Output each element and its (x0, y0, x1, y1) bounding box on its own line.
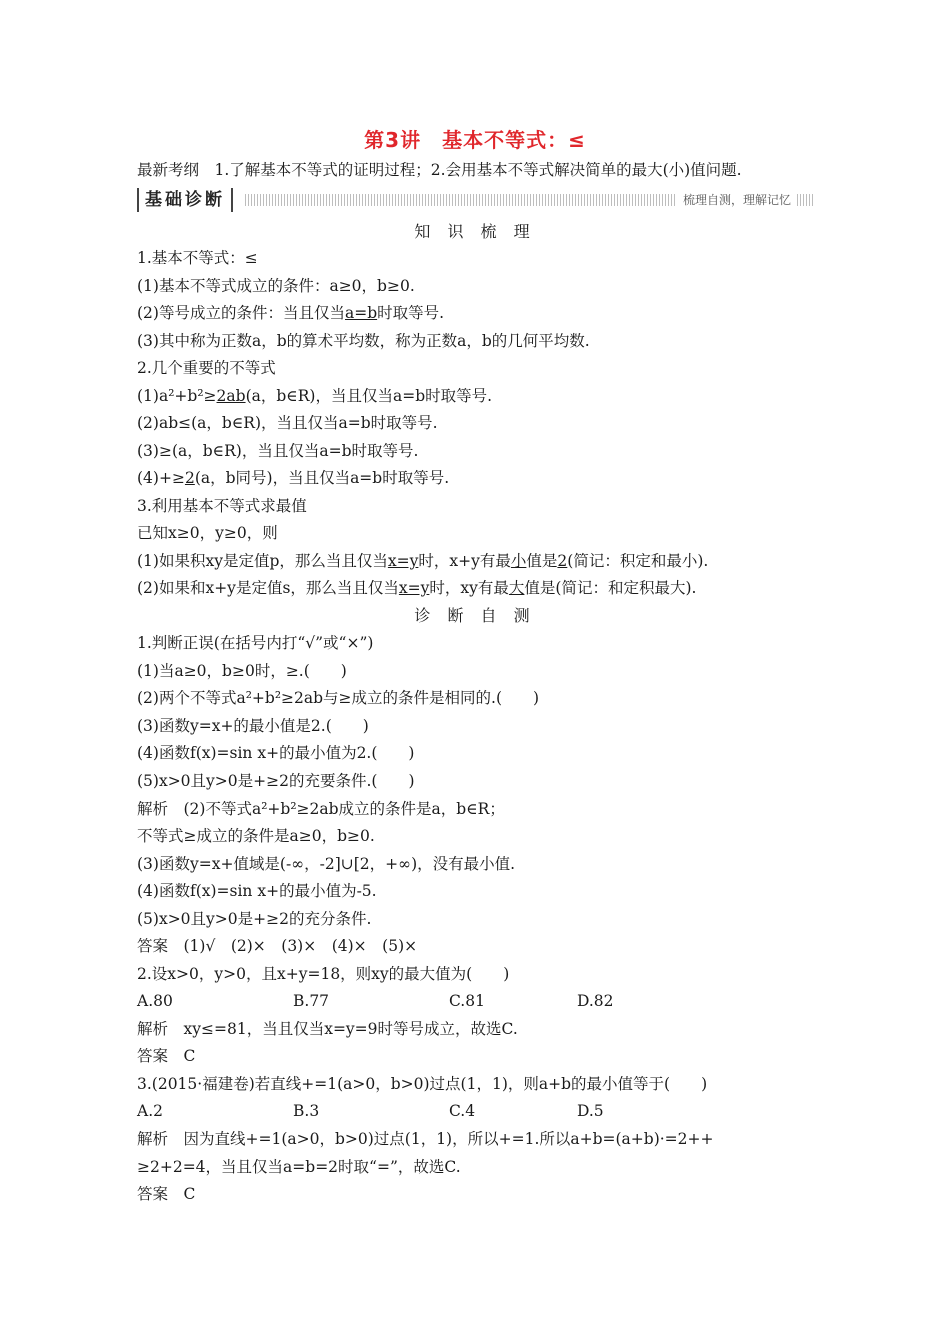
answer-blank: x=y (387, 552, 419, 570)
knowledge-line-4: (3)其中称为正数a，b的算术平均数，称为正数a，b的几何平均数. (137, 332, 590, 350)
diagnosis-line-2: (1)当a≥0，b≥0时，≥.( ) (137, 662, 347, 680)
diagnosis-line-5: (4)函数f(x)=sin x+的最小值为2.( ) (137, 744, 415, 762)
diagnosis-answer-1: 答案 (1)√ (2)× (3)× (4)× (5)× (137, 937, 418, 955)
knowledge-heading: 知 识 梳 理 (414, 222, 536, 241)
q2-option-b: B.77 (293, 992, 330, 1010)
text-segment: 时，x+y有最 (418, 552, 511, 570)
banner-title: 基础诊断 (137, 188, 233, 212)
answer-blank: x=y (398, 579, 430, 597)
knowledge-line-8: (3)≥(a，b∈R)，当且仅当a=b时取等号. (137, 442, 419, 460)
text-segment: (2)等号成立的条件：当且仅当 (137, 304, 345, 322)
q3-option-d: D.5 (577, 1102, 604, 1120)
text-segment: (a，b∈R)，当且仅当a=b时取等号. (245, 387, 493, 405)
lesson-title: 第3讲 基本不等式：≤ (364, 128, 586, 152)
question-2: 2.设x>0，y>0，且x+y=18，则xy的最大值为( ) (137, 965, 510, 983)
diagnosis-line-11: (5)x>0且y>0是+≥2的充分条件. (137, 910, 372, 928)
diagnosis-heading: 诊 断 自 测 (414, 606, 536, 625)
knowledge-line-2: (1)基本不等式成立的条件：a≥0，b≥0. (137, 277, 415, 295)
diagnosis-line-6: (5)x>0且y>0是+≥2的充要条件.( ) (137, 772, 415, 790)
diagnosis-line-4: (3)函数y=x+的最小值是2.( ) (137, 717, 369, 735)
q2-option-c: C.81 (449, 992, 485, 1010)
text-segment: (4)+≥ (137, 469, 185, 487)
exam-outline: 最新考纲 1.了解基本不等式的证明过程；2.会用基本不等式解决简单的最大(小)值问题. (137, 161, 742, 179)
text-segment: (2)如果和x+y是定值s，那么当且仅当 (137, 579, 399, 597)
q3-answer: 答案 C (137, 1185, 196, 1203)
question-3: 3.(2015·福建卷)若直线+=1(a>0，b>0)过点(1，1)，则a+b的最小值等于( ) (137, 1075, 708, 1093)
q3-option-b: B.3 (293, 1102, 320, 1120)
banner-subtitle: 梳理自测，理解记忆 (677, 191, 797, 209)
knowledge-line-10: 3.利用基本不等式求最值 (137, 497, 307, 515)
knowledge-line-1: 1.基本不等式：≤ (137, 249, 258, 267)
diagnosis-line-7: 解析 (2)不等式a²+b²≥2ab成立的条件是a，b∈R； (137, 800, 505, 818)
q3-option-c: C.4 (449, 1102, 476, 1120)
q2-option-d: D.82 (577, 992, 614, 1010)
q2-analysis: 解析 xy≤=81，当且仅当x=y=9时等号成立，故选C. (137, 1020, 518, 1038)
answer-blank: 大 (508, 579, 525, 597)
q3-option-a: A.2 (137, 1102, 163, 1120)
text-segment: (简记：积定和最小). (567, 552, 709, 570)
diagnosis-line-3: (2)两个不等式a²+b²≥2ab与≥成立的条件是相同的.( ) (137, 689, 540, 707)
knowledge-line-12 (137, 551, 708, 571)
knowledge-line-13 (137, 578, 696, 598)
diagnosis-line-10: (4)函数f(x)=sin x+的最小值为-5. (137, 882, 377, 900)
knowledge-line-6 (137, 386, 492, 406)
knowledge-line-7: (2)ab≤(a，b∈R)，当且仅当a=b时取等号. (137, 414, 438, 432)
text-segment: 时取等号. (377, 304, 445, 322)
text-segment: 值是(简记：和定积最大). (524, 579, 697, 597)
knowledge-line-3 (137, 303, 444, 323)
diagnosis-line-8: 不等式≥成立的条件是a≥0，b≥0. (137, 827, 375, 845)
q3-analysis-line-1: 解析 因为直线+=1(a>0，b>0)过点(1，1)，所以+=1.所以a+b=(a+b)·=2++ (137, 1130, 714, 1148)
q2-option-a: A.80 (137, 992, 173, 1010)
text-segment: (a，b同号)，当且仅当a=b时取等号. (194, 469, 450, 487)
q3-analysis-line-2: ≥2+2=4，当且仅当a=b=2时取“=”，故选C. (137, 1158, 461, 1176)
knowledge-line-5: 2.几个重要的不等式 (137, 359, 276, 377)
knowledge-line-11: 已知x≥0，y≥0，则 (137, 524, 278, 542)
answer-blank: 2 (557, 552, 568, 570)
knowledge-line-9 (137, 468, 449, 488)
section-banner (137, 188, 813, 212)
diagnosis-line-9: (3)函数y=x+值域是(-∞，-2]∪[2，+∞)，没有最小值. (137, 855, 516, 873)
answer-blank: 小 (510, 552, 527, 570)
answer-blank: 2 (184, 469, 195, 487)
text-segment: (1)如果积xy是定值p，那么当且仅当 (137, 552, 388, 570)
answer-blank: 2ab (216, 387, 246, 405)
answer-blank: a=b (344, 304, 378, 322)
text-segment: 时，xy有最 (429, 579, 509, 597)
text-segment: 值是 (526, 552, 558, 570)
text-segment: (1)a²+b²≥ (137, 387, 217, 405)
diagnosis-line-1: 1.判断正误(在括号内打“√”或“×”) (137, 634, 374, 652)
q2-answer: 答案 C (137, 1047, 196, 1065)
